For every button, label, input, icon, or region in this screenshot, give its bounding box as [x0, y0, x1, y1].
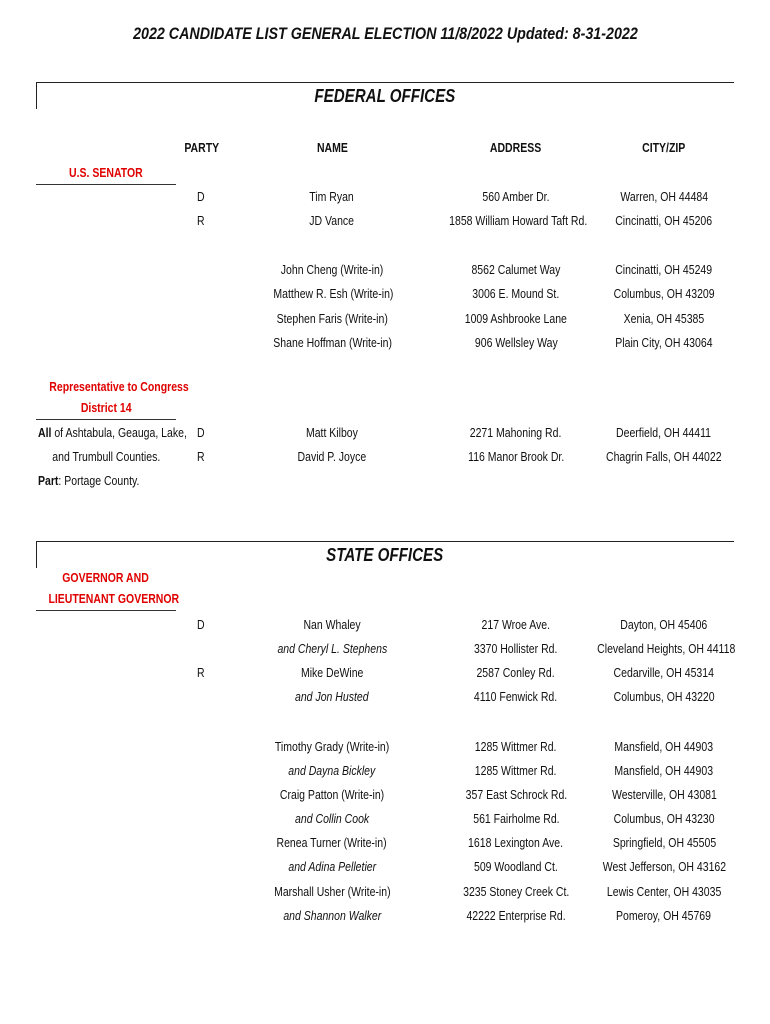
office-label-congress: Representative to Congress	[49, 380, 189, 394]
cityzip-cell: Plain City, OH 43064	[615, 336, 713, 350]
cityzip-cell: Cleveland Heights, OH 44118	[597, 642, 736, 656]
address-cell: 906 Wellsley Way	[474, 336, 558, 350]
name-cell: and Jon Husted	[295, 690, 369, 704]
cityzip-cell: Dayton, OH 45406	[620, 618, 708, 632]
cityzip-cell: Columbus, OH 43220	[613, 690, 715, 704]
address-cell: 1618 Lexington Ave.	[468, 836, 564, 850]
address-cell: 561 Fairholme Rd.	[472, 812, 560, 826]
address-cell: 1009 Ashbrooke Lane	[464, 312, 568, 326]
cityzip-cell: Lewis Center, OH 43035	[606, 885, 722, 899]
address-cell: 3370 Hollister Rd.	[474, 642, 558, 656]
address-cell: 42222 Enterprise Rd.	[466, 909, 566, 923]
office-label-us-senator: U.S. SENATOR	[69, 166, 143, 180]
name-cell: and Cheryl L. Stephens	[277, 642, 387, 656]
cityzip-column-header: CITY/ZIP	[642, 141, 686, 155]
party-cell: D	[197, 618, 205, 632]
name-column-header: NAME	[316, 141, 348, 155]
federal-section-heading: FEDERAL OFFICES	[314, 86, 455, 106]
party-cell: D	[197, 190, 205, 204]
address-cell: 560 Amber Dr.	[482, 190, 550, 204]
name-cell: Timothy Grady (Write-in)	[274, 740, 390, 754]
office-label-district: District 14	[80, 401, 132, 415]
party-cell: R	[197, 666, 205, 680]
cityzip-cell: Deerfield, OH 44411	[616, 426, 712, 440]
address-cell: 2271 Mahoning Rd.	[470, 426, 562, 440]
address-cell: 4110 Fenwick Rd.	[474, 690, 558, 704]
name-cell: JD Vance	[309, 214, 355, 228]
name-cell: and Collin Cook	[294, 812, 370, 826]
name-cell: Mike DeWine	[300, 666, 364, 680]
name-cell: and Shannon Walker	[283, 909, 381, 923]
address-cell: 3006 E. Mound St.	[472, 287, 560, 301]
cityzip-cell: Mansfield, OH 44903	[614, 740, 714, 754]
cityzip-cell: Westerville, OH 43081	[611, 788, 717, 802]
name-cell: Tim Ryan	[309, 190, 355, 204]
cityzip-cell: Columbus, OH 43230	[613, 812, 715, 826]
address-cell: 509 Woodland Ct.	[474, 860, 558, 874]
district-description-line2: and Trumbull Counties.	[52, 450, 160, 464]
document-title: 2022 CANDIDATE LIST GENERAL ELECTION 11/8/2022 Updated: 8-31-2022	[132, 24, 638, 43]
office-underline	[36, 610, 176, 611]
party-column-header: PARTY	[184, 141, 220, 155]
address-cell: 1858 William Howard Taft Rd.	[449, 214, 588, 228]
address-cell: 1285 Wittmer Rd.	[475, 740, 557, 754]
cityzip-cell: Cincinatti, OH 45249	[615, 263, 713, 277]
district-description-line3: Part: Portage County.	[38, 474, 140, 488]
cityzip-cell: Chagrin Falls, OH 44022	[606, 450, 722, 464]
name-cell: Shane Hoffman (Write-in)	[273, 336, 392, 350]
cityzip-cell: Mansfield, OH 44903	[614, 764, 714, 778]
office-label-governor: GOVERNOR AND	[62, 571, 150, 585]
name-cell: David P. Joyce	[297, 450, 367, 464]
name-cell: Marshall Usher (Write-in)	[273, 885, 391, 899]
name-cell: John Cheng (Write-in)	[280, 263, 384, 277]
cityzip-cell: Cincinatti, OH 45206	[615, 214, 713, 228]
office-underline	[36, 419, 176, 420]
address-cell: 357 East Schrock Rd.	[465, 788, 567, 802]
name-cell: Nan Whaley	[303, 618, 361, 632]
name-cell: Matt Kilboy	[306, 426, 358, 440]
cityzip-cell: Pomeroy, OH 45769	[616, 909, 712, 923]
address-cell: 8562 Calumet Way	[471, 263, 561, 277]
office-label-lt-governor: LIEUTENANT GOVERNOR	[48, 592, 180, 606]
address-column-header: ADDRESS	[490, 141, 542, 155]
cityzip-cell: Warren, OH 44484	[620, 190, 708, 204]
name-cell: Stephen Faris (Write-in)	[276, 312, 388, 326]
cityzip-cell: Cedarville, OH 45314	[613, 666, 715, 680]
office-underline	[36, 184, 176, 185]
party-cell: R	[197, 450, 205, 464]
party-cell: D	[197, 426, 205, 440]
cityzip-cell: West Jefferson, OH 43162	[602, 860, 726, 874]
name-cell: and Adina Pelletier	[288, 860, 376, 874]
address-cell: 3235 Stoney Creek Ct.	[462, 885, 570, 899]
cityzip-cell: Columbus, OH 43209	[613, 287, 715, 301]
address-cell: 1285 Wittmer Rd.	[475, 764, 557, 778]
address-cell: 217 Wroe Ave.	[481, 618, 551, 632]
name-cell: Matthew R. Esh (Write-in)	[273, 287, 394, 301]
address-cell: 116 Manor Brook Dr.	[467, 450, 565, 464]
party-cell: R	[197, 214, 205, 228]
name-cell: Craig Patton (Write-in)	[279, 788, 385, 802]
cityzip-cell: Springfield, OH 45505	[612, 836, 716, 850]
address-cell: 2587 Conley Rd.	[476, 666, 556, 680]
name-cell: and Dayna Bickley	[288, 764, 376, 778]
name-cell: Renea Turner (Write-in)	[276, 836, 388, 850]
cityzip-cell: Xenia, OH 45385	[623, 312, 705, 326]
state-section-heading: STATE OFFICES	[325, 545, 444, 565]
district-description-line1: All of Ashtabula, Geauga, Lake,	[38, 426, 187, 440]
